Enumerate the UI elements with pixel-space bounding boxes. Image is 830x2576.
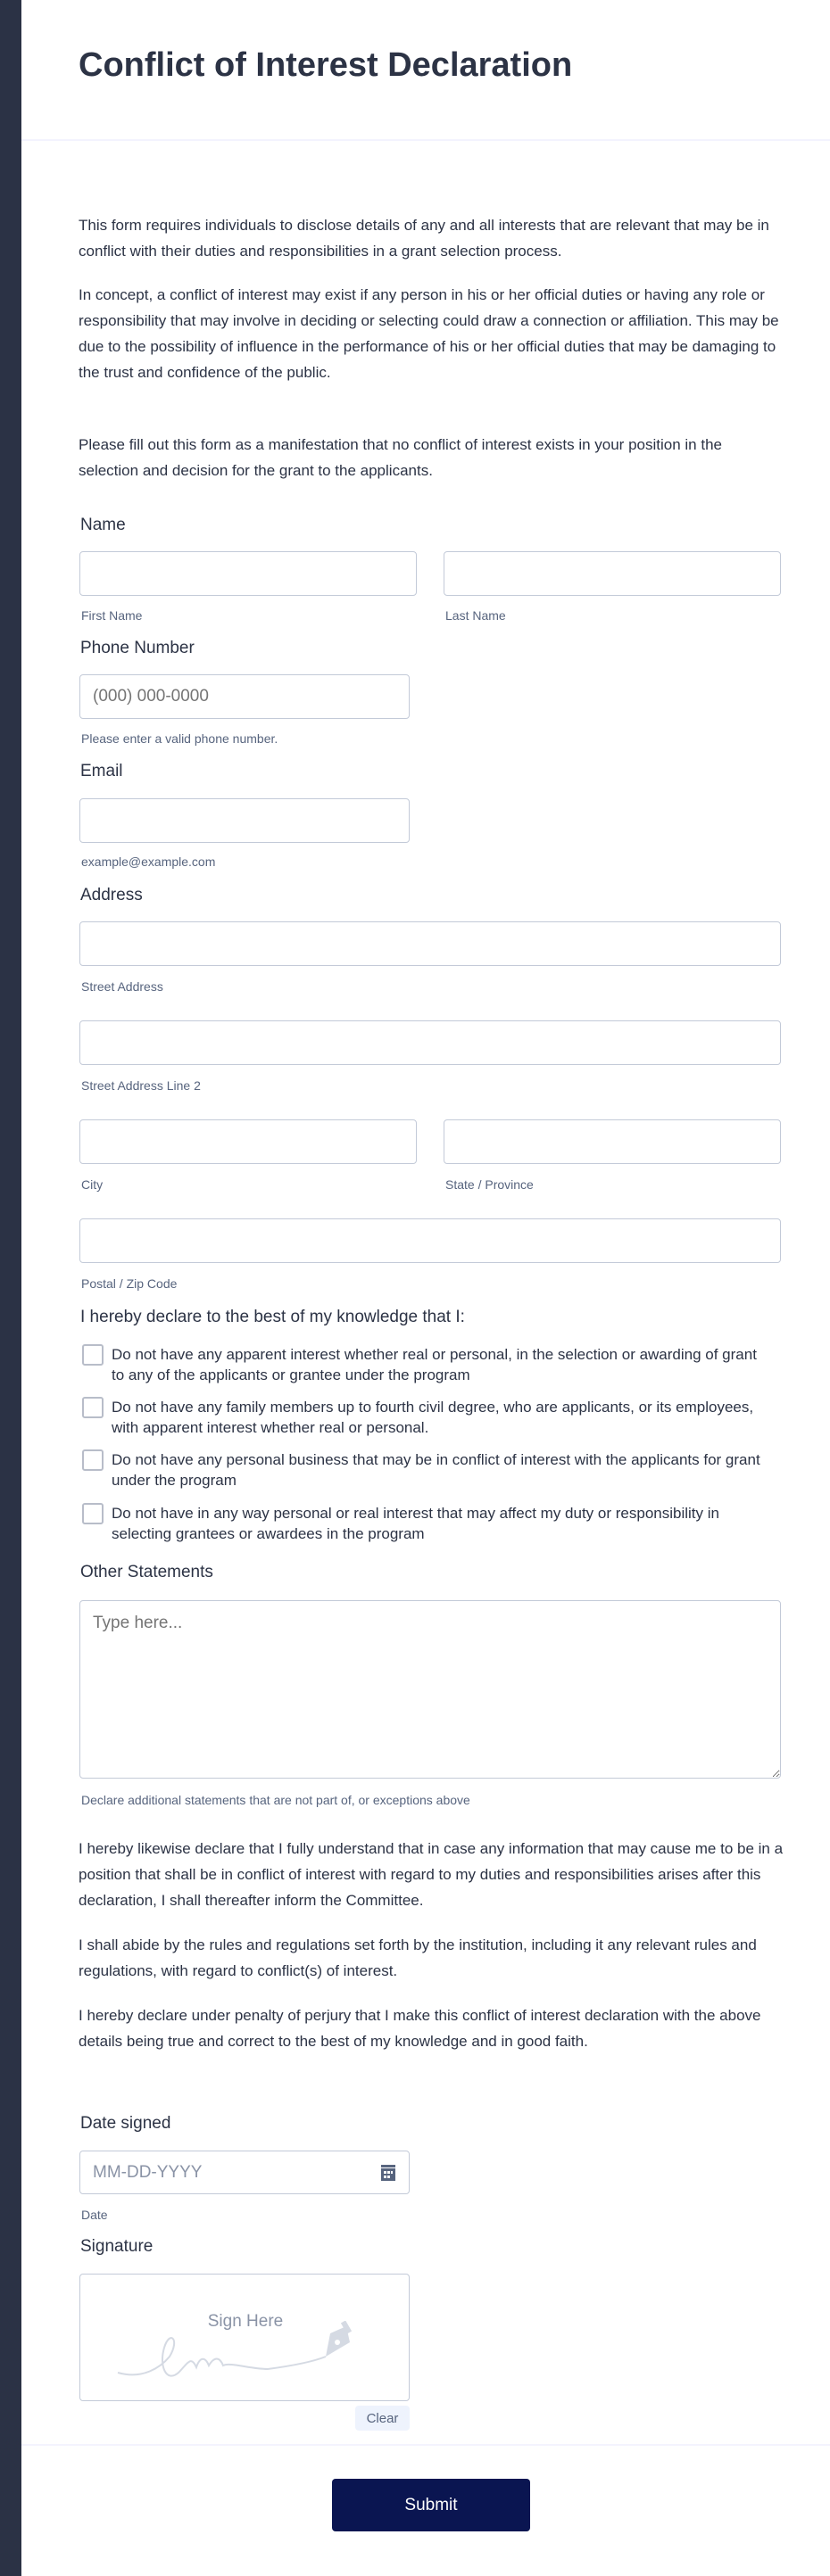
city-sublabel: City	[81, 1177, 104, 1192]
phone-label: Phone Number	[80, 639, 195, 657]
declaration-option: Do not have any family members up to fourth civil degree, who are applicants, or its employees, with apparent interest whether real or personal.	[112, 1399, 754, 1436]
signature-scribble-icon	[116, 2321, 375, 2383]
city-input[interactable]	[79, 1119, 417, 1164]
left-sidebar-strip	[0, 0, 21, 2576]
street-address-line2-input[interactable]	[79, 1020, 781, 1065]
closing-paragraph: I hereby likewise declare that I fully understand that in case any information that may cause me to be in a position that shall be in conflict of interest with regard to my duties and responsibilities arises after this declaration, I shall thereafter inform the Committee.	[79, 1840, 784, 1909]
date-signed-label: Date signed	[80, 2114, 171, 2133]
declaration-option: Do not have any apparent interest whether real or personal, in the selection or awarding of grant to any of the applicants or grantee under the program	[112, 1346, 757, 1383]
declaration-checkbox[interactable]	[82, 1449, 104, 1471]
closing-paragraph: I shall abide by the rules and regulations set forth by the institution, including it any relevant rules and regulations, with regard to conflict(s) of interest.	[79, 1936, 757, 1979]
declaration-label: I hereby declare to the best of my knowledge that I:	[80, 1308, 465, 1326]
closing-paragraph: I hereby declare under penalty of perjury that I make this conflict of interest declaration with the above details being true and correct to the best of my knowledge and in good faith.	[79, 2007, 761, 2050]
signature-label: Signature	[80, 2237, 154, 2256]
date-sublabel: Date	[81, 2208, 108, 2222]
phone-input[interactable]	[79, 674, 410, 719]
date-placeholder: MM-DD-YYYY	[93, 2162, 203, 2182]
declaration-checkbox[interactable]	[82, 1503, 104, 1524]
declaration-checkbox[interactable]	[82, 1344, 104, 1366]
last-name-input[interactable]	[444, 551, 781, 596]
postal-sublabel: Postal / Zip Code	[81, 1276, 178, 1291]
page-title: Conflict of Interest Declaration	[79, 46, 573, 84]
declaration-option: Do not have any personal business that may be in conflict of interest with the applicants for grant under the program	[112, 1451, 760, 1489]
footer-divider	[21, 2444, 830, 2446]
email-help: example@example.com	[81, 855, 216, 869]
signature-pad[interactable]	[79, 2274, 410, 2401]
declaration-option: Do not have in any way personal or real interest that may affect my duty or responsibility in selecting grantees or awardees in the program	[112, 1505, 719, 1542]
other-statements-textarea[interactable]	[79, 1600, 781, 1779]
header-divider	[21, 139, 830, 141]
first-name-sublabel: First Name	[81, 608, 143, 623]
clear-signature-button[interactable]: Clear	[355, 2406, 410, 2431]
intro-paragraph: In concept, a conflict of interest may exist if any person in his or her official duties or having any role or responsibility that may involve in deciding or selecting could draw a connection or affiliation. This may be due to the possibility of influence in the performance of his or her official duties that may be damaging to the trust and confidence of the public.	[79, 286, 779, 381]
intro-paragraph: This form requires individuals to disclose details of any and all interests that are relevant that may be in conflict with their duties and responsibilities in a grant selection process.	[79, 217, 769, 260]
last-name-sublabel: Last Name	[445, 608, 506, 623]
street-address-input[interactable]	[79, 921, 781, 966]
street-sublabel: Street Address	[81, 979, 163, 994]
email-label: Email	[80, 762, 123, 780]
declaration-checkbox[interactable]	[82, 1397, 104, 1418]
address-label: Address	[80, 886, 143, 904]
name-label: Name	[80, 516, 126, 534]
first-name-input[interactable]	[79, 551, 417, 596]
intro-paragraph: Please fill out this form as a manifestation that no conflict of interest exists in your position in the selection and decision for the grant to the applicants.	[79, 436, 722, 479]
date-input[interactable]	[79, 2151, 410, 2194]
submit-button[interactable]: Submit	[332, 2479, 530, 2531]
street2-sublabel: Street Address Line 2	[81, 1078, 201, 1093]
other-statements-help: Declare additional statements that are not part of, or exceptions above	[81, 1793, 470, 1807]
sign-here-hint: Sign Here	[207, 2312, 284, 2331]
state-sublabel: State / Province	[445, 1177, 534, 1192]
phone-help: Please enter a valid phone number.	[81, 731, 278, 746]
state-input[interactable]	[444, 1119, 781, 1164]
other-statements-label: Other Statements	[80, 1563, 213, 1581]
postal-code-input[interactable]	[79, 1218, 781, 1263]
email-input[interactable]	[79, 798, 410, 843]
calendar-icon[interactable]	[380, 2164, 396, 2182]
